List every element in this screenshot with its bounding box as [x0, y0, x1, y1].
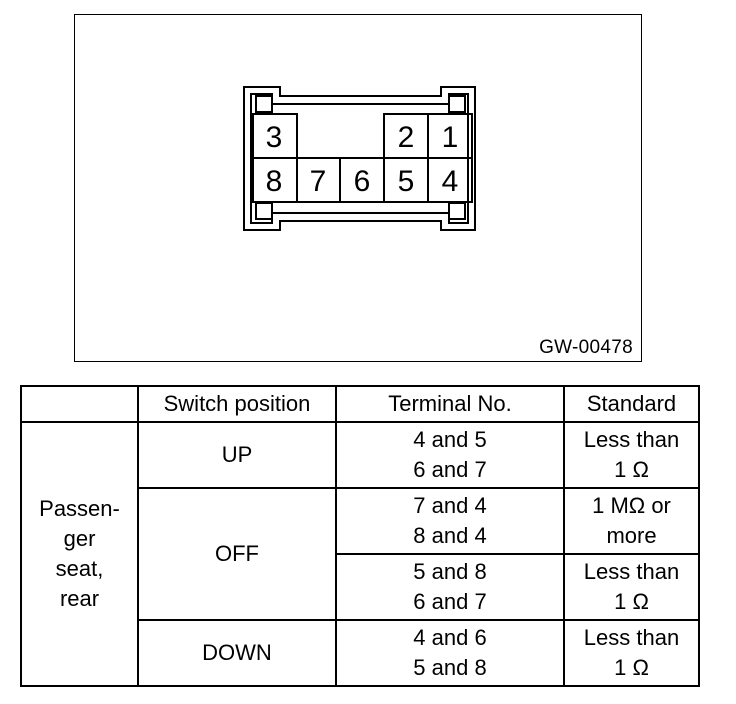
- terminal-pair: 8 and 4: [413, 523, 487, 548]
- header-standard: Standard: [564, 386, 699, 422]
- terminal-pair: 5 and 8: [413, 559, 487, 584]
- pin-number: 6: [353, 165, 371, 198]
- standard-text-line: 1 Ω: [614, 457, 649, 482]
- connector-latch-window: [256, 203, 272, 219]
- connector-diagram: [75, 15, 641, 361]
- pin-number: 8: [265, 165, 283, 198]
- table-row: [21, 422, 699, 488]
- terminal-cell: [336, 554, 564, 620]
- item-cell: [21, 422, 138, 686]
- terminal-cell: [336, 620, 564, 686]
- item-text-line: seat,: [55, 556, 104, 581]
- connector-latch-window: [449, 96, 465, 112]
- pin-number: 7: [309, 165, 327, 198]
- pin-number: 4: [441, 165, 459, 198]
- item-text-line: Passen-: [39, 496, 120, 521]
- pin-number: 5: [397, 165, 415, 198]
- header-terminal-no: Terminal No.: [336, 386, 564, 422]
- terminal-pair: 6 and 7: [413, 457, 487, 482]
- inspection-table: [20, 385, 700, 687]
- standard-text-line: 1 Ω: [614, 655, 649, 680]
- table-header-row: [21, 386, 699, 422]
- terminal-pair: 5 and 8: [413, 655, 487, 680]
- item-text-line: rear: [59, 586, 100, 611]
- terminal-pair: 4 and 6: [413, 625, 487, 650]
- standard-text-line: Less than: [583, 427, 680, 452]
- terminal-pair: 7 and 4: [413, 493, 487, 518]
- figure-id-label: GW-00478: [539, 337, 633, 358]
- standard-text-line: more: [606, 523, 657, 548]
- standard-text-line: 1 MΩ or: [592, 493, 671, 518]
- item-text-line: ger: [63, 526, 96, 551]
- connector-figure: [74, 14, 642, 362]
- standard-cell: [564, 422, 699, 488]
- header-switch-position: Switch position: [138, 386, 336, 422]
- standard-text-line: 1 Ω: [614, 589, 649, 614]
- connector-latch-window: [256, 96, 272, 112]
- standard-cell: [564, 488, 699, 554]
- pin-number: 1: [441, 121, 459, 154]
- standard-text-line: Less than: [583, 625, 680, 650]
- switch-position-cell: DOWN: [138, 620, 336, 686]
- standard-text-line: Less than: [583, 559, 680, 584]
- terminal-cell: [336, 488, 564, 554]
- connector-latch-window: [449, 203, 465, 219]
- pin-number: 3: [265, 121, 283, 154]
- terminal-pair: 6 and 7: [413, 589, 487, 614]
- terminal-pair: 4 and 5: [413, 427, 487, 452]
- switch-position-cell: UP: [138, 422, 336, 488]
- standard-cell: [564, 554, 699, 620]
- switch-position-cell: OFF: [138, 488, 336, 620]
- header-item: [21, 386, 138, 422]
- standard-cell: [564, 620, 699, 686]
- terminal-cell: [336, 422, 564, 488]
- pin-number: 2: [397, 121, 415, 154]
